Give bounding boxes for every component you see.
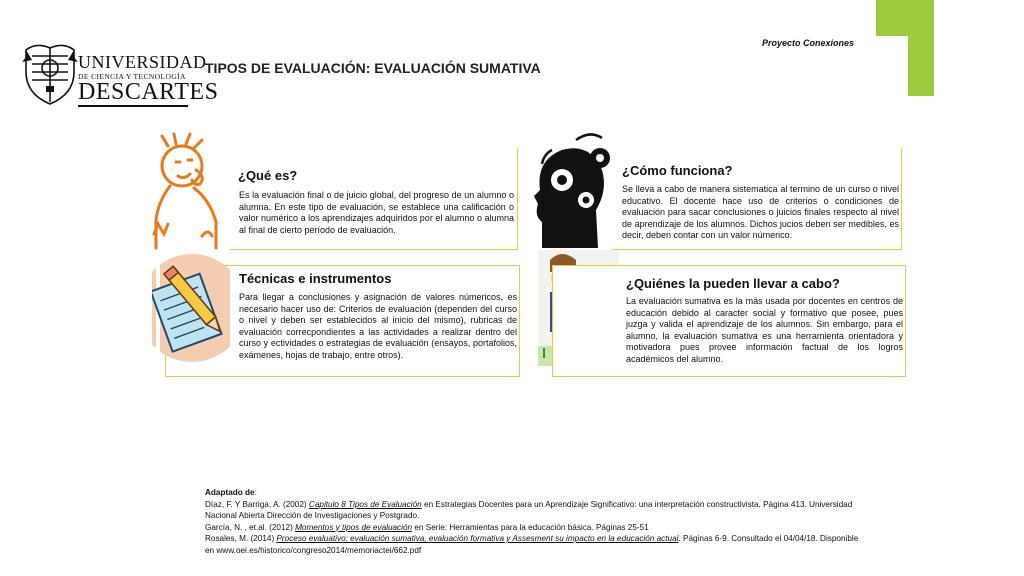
card-how-it-works [612, 148, 902, 250]
reference-item: Rosales, M. (2014) Proceso evaluativo: evaluación sumativa, evaluación formativa y Assesment su impacto en la educación actual. Páginas 6-9. Consultado el 04/04/18. Disponible en www.oei.es/historico/congreso2014/memoriactei/662.pdf [205, 534, 859, 555]
reference-item: García, N. , et.al. (2012) Momentos y tipos de evaluación en Serie: Herramientas para la educación básica. Páginas 25-51 [205, 522, 649, 532]
references-heading: Adaptado de: [205, 488, 257, 497]
logo-line-3: DESCARTES [78, 79, 219, 105]
pencil-paper-icon [152, 250, 230, 366]
card-what-is [230, 148, 518, 250]
project-label: Proyecto Conexiones [762, 38, 855, 48]
card-heading: Técnicas e instrumentos [239, 271, 392, 286]
card-heading: ¿Qué es? [238, 168, 298, 183]
card-who-can [552, 265, 906, 377]
card-heading: ¿Quiénes la pueden llevar a cabo? [626, 276, 840, 291]
card-body: Es la evaluación final o de juicio global, del progreso de un alumno o alumna. En este tipo de evaluación, se establece una calificación o valor numérico a los aprendizajes adquiridos por el alumno o alumna al final de cierto período de evaluación. [239, 190, 514, 235]
accent-corner-bar [876, 0, 934, 96]
page-title: TIPOS DE EVALUACIÓN: EVALUACIÓN SUMATIVA [205, 60, 541, 76]
card-body: Se lleva a cabo de manera sistematica al termino de un curso o nivel educativo. El docente hace uso de criterios o condiciones de evaluación para sacar conclusiones o juicios finales respecto al nivel de aprendizaje de los alumnos. Dichos jucios deben ser medibles, es decir, deben contar con un valor númerico. [622, 184, 899, 241]
logo-underline [78, 105, 188, 107]
card-heading: ¿Cómo funciona? [622, 163, 733, 178]
references [205, 487, 865, 556]
thinking-person-icon [150, 132, 228, 250]
university-emblem-icon [22, 42, 78, 108]
head-gears-icon [532, 130, 614, 248]
reference-item: Díaz, F. Y Barriga, A. (2002) Capitulo 8 Tipos de Evaluación en Estrategias Docentes para un Aprendizaje Significativo: una interpretación constructivista. Página 413. Universidad Nacional Abierta Dirección de Investigaciones y Postgrado. [205, 499, 853, 520]
logo-line-2: DE CIENCIA Y TECNOLOGÍA [78, 72, 186, 81]
university-logo [22, 42, 219, 110]
card-body: La evaluación sumativa es la más usada por docentes en centros de educación debido al caracter social y formativo que posee, pues juzga y valida el aprendizaje de los alumnos. Sin embargo, para el alumno, la evaluación sumativa es una herramienta orientadora y motivadora pues provee información factual de los logros académicos del alumno. [626, 296, 903, 364]
logo-line-1: UNIVERSIDAD [78, 52, 207, 72]
card-body: Para llegar a conclusiones y asignación de valores númericos, es necesario hacer uso de: Criterios de evaluación (dependen del curso o nivel y deben ser establecidos al inicio del mismo), rubricas de evaluación correcpondientes a las actividades a realizar dentro del curso y ectividades o estrategias de evaluación (ensayos, portafolios, exámenes, hojas de trabajo, entre otros). [239, 292, 517, 360]
